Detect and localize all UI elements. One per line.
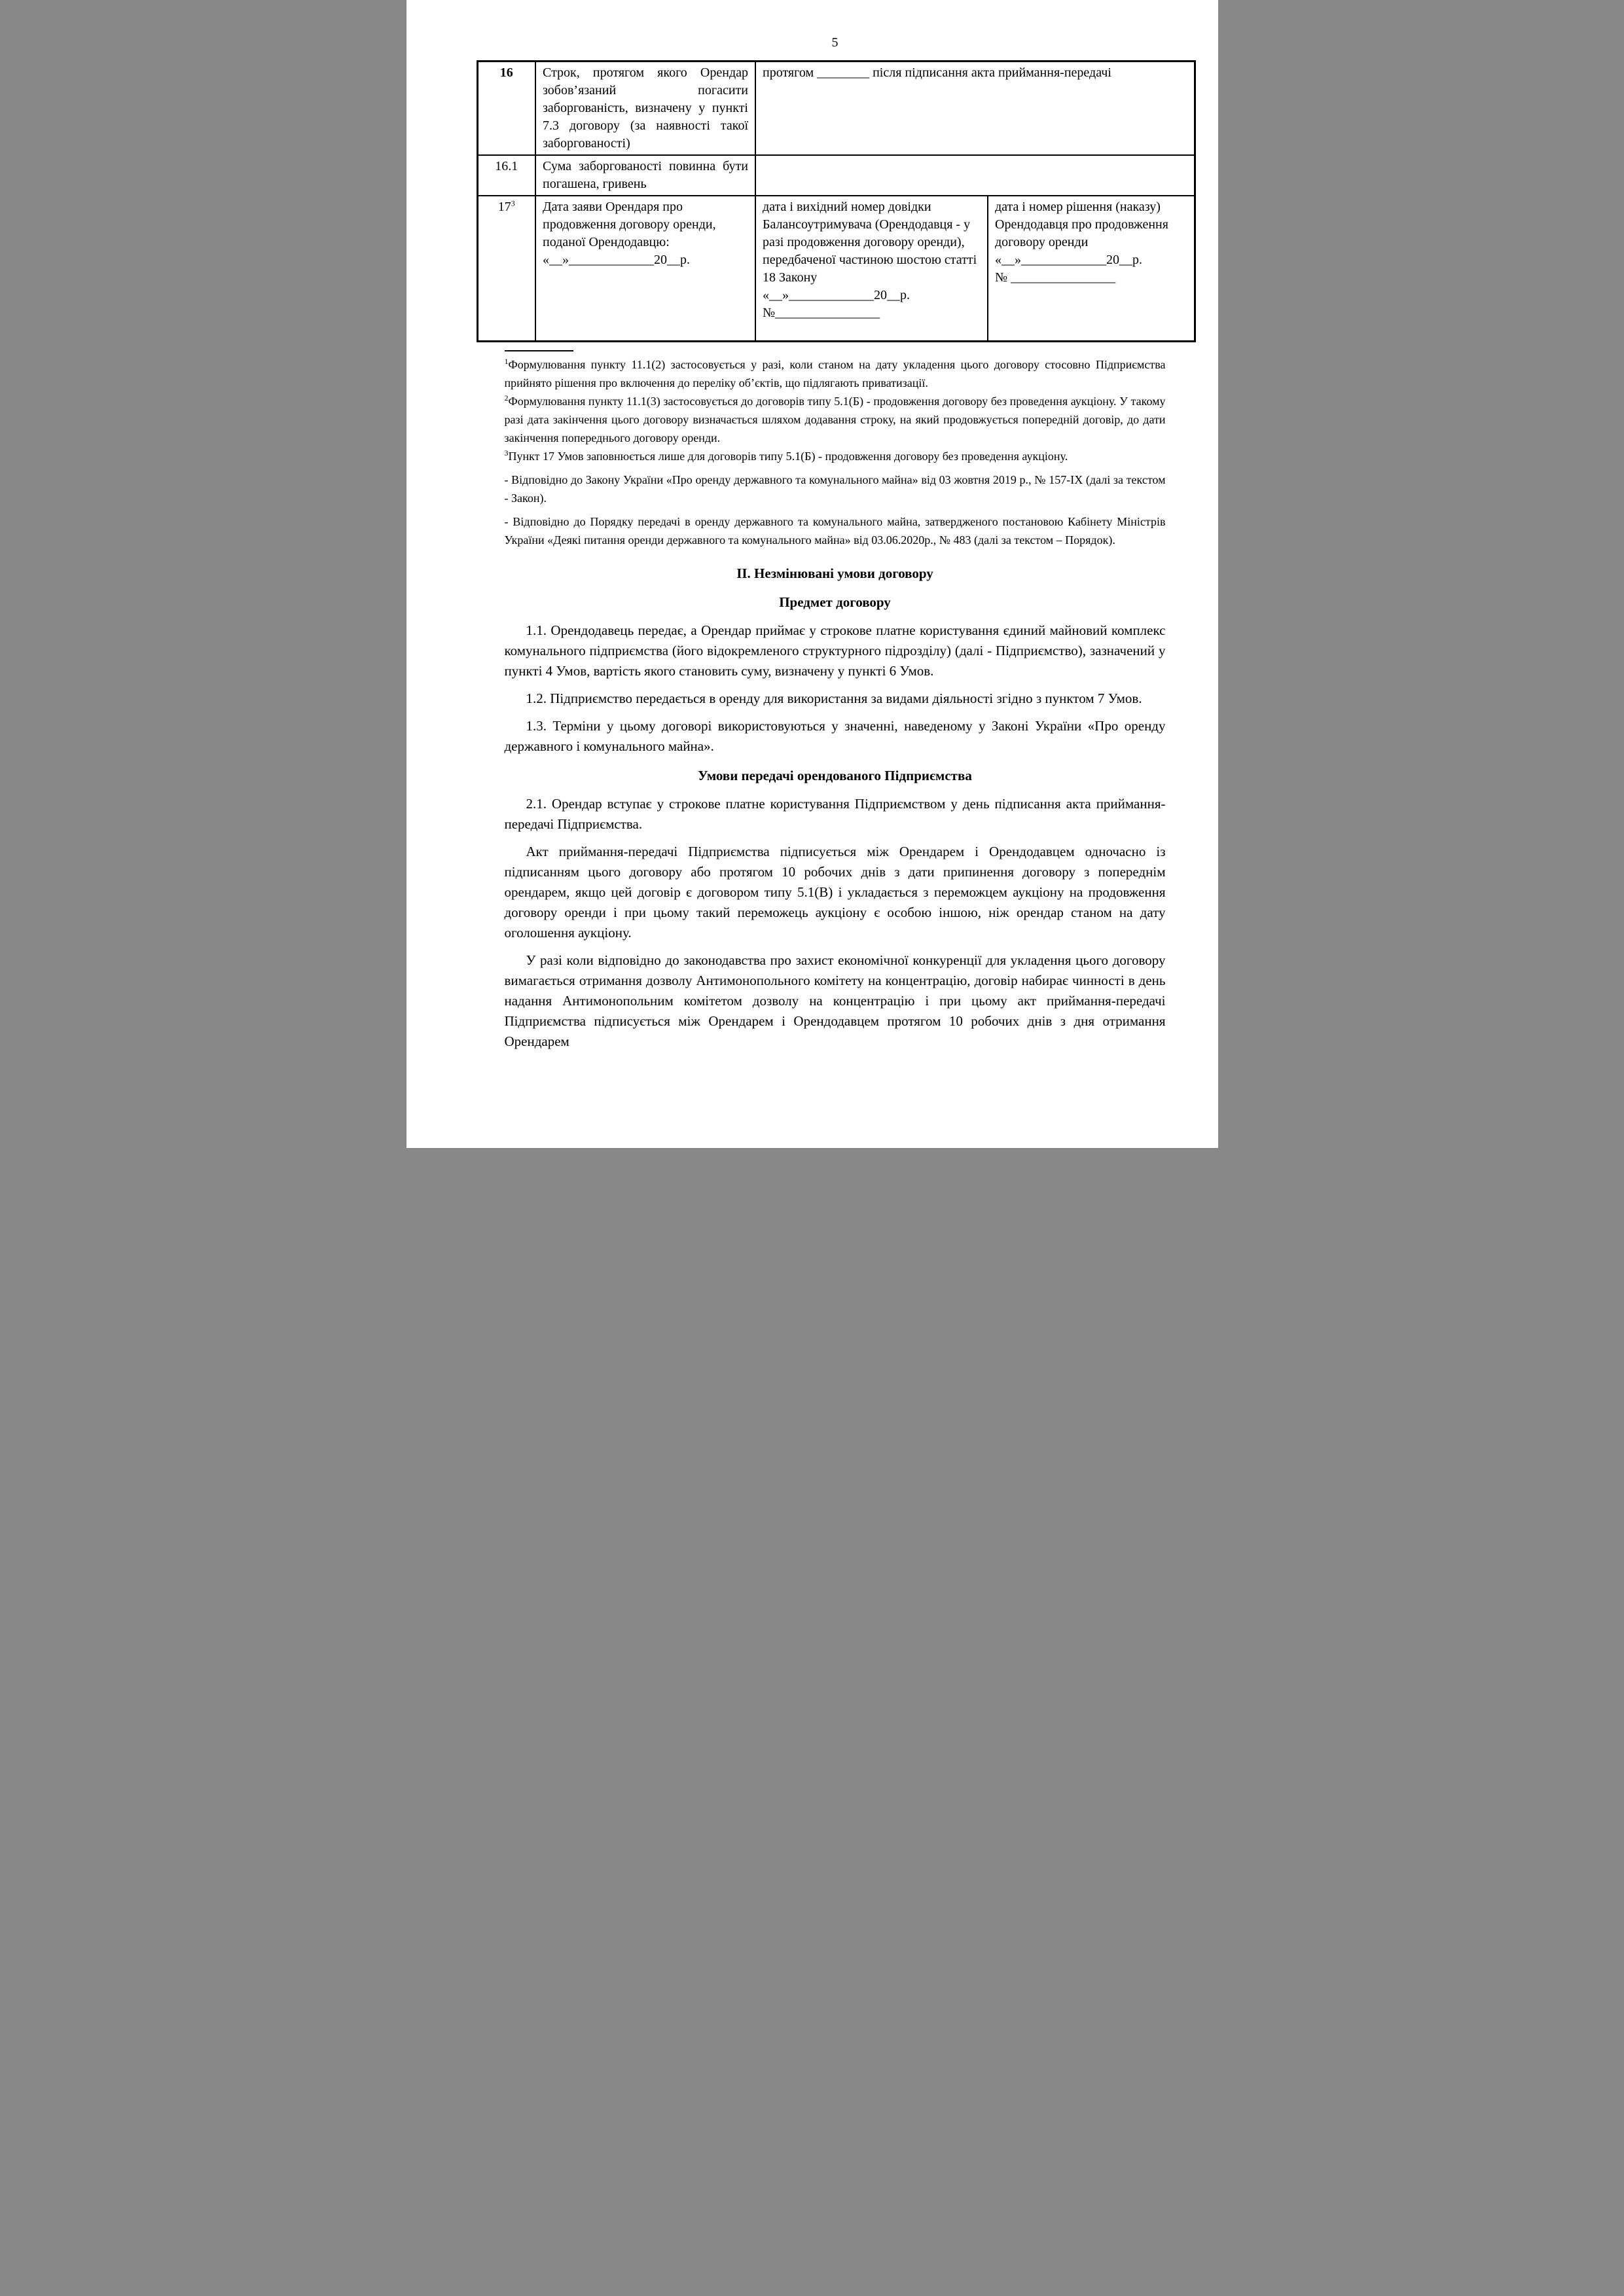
section-title-subject: Предмет договору — [779, 594, 891, 610]
footnote-2-text: Формулювання пункту 11.1(3) застосовується до договорів типу 5.1(Б) - продовження договору без проведення аукціону. У такому разі дата закінчення цього договору визначається шляхом додавання строку, на який продовжується попередній договір, до дати закінчення попереднього договору оренди. — [504, 394, 1166, 444]
paragraph-transfer-act: Акт приймання-передачі Підприємства підписується між Орендарем і Орендодавцем одночасно із підписанням цього договору або протягом 10 робочих днів з дати припинення договору з попереднім орендарем, якщо цей договір є договором типу 5.1(В) і укладається з переможцем аукціону на продовження договору оренди і при цьому такий переможець аукціону є особою іншою, ніж орендар станом на дату оголошення аукціону. — [504, 843, 1166, 941]
section-title-part2: ІІ. Незмінювані умови договору — [736, 565, 933, 581]
row16-label: Строк, протягом якого Орендар зобов’язаний погасити заборгованість, визначену у пункті 7.3 договору (за наявності такої заборгованості) — [535, 62, 755, 156]
row17-label: Дата заяви Орендаря про продовження договору оренди, поданої Орендодавцю: — [543, 200, 716, 249]
paragraph-2-1: 2.1. Орендар вступає у строкове платне користування Підприємством у день підписання акта приймання-передачі Підприємства. — [504, 795, 1166, 832]
reference-note-order: - Відповідно до Порядку передачі в оренду державного та комунального майна, затвердженого постановою Кабінету Міністрів України «Деякі питання оренди державного та комунального майна» від 03.06.2020р., № 483 (далі за текстом – Порядок). — [504, 514, 1166, 547]
section-title-transfer: Умови передачі орендованого Підприємства — [698, 767, 972, 783]
footnote-3-marker: 3 — [504, 448, 509, 457]
row17-col3-number-blank: №________________ — [763, 306, 880, 320]
footnote-3-text: Пункт 17 Умов заповнюється лише для договорів типу 5.1(Б) - продовження договору без проведення аукціону. — [508, 449, 1068, 463]
row17-date-blank: «__»_____________20__р. — [543, 253, 690, 267]
row16-1-label: Сума заборгованості повинна бути погашена, гривень — [535, 155, 755, 196]
row17-number — [477, 196, 535, 341]
row17-label-cell — [535, 196, 755, 341]
row17-col3-date-blank: «__»_____________20__р. — [763, 288, 910, 302]
paragraph-1-3: 1.3. Терміни у цьому договорі використовуються у значенні, наведеному у Законі України «Про оренду державного і комунального майна». — [504, 717, 1166, 754]
document-page — [406, 0, 1218, 1148]
row17-footnote-marker: 3 — [511, 198, 515, 208]
row17-col4-number-blank: № ________________ — [995, 270, 1116, 285]
row16-1-value — [755, 155, 1195, 196]
footnote-1-marker: 1 — [504, 356, 509, 366]
footnote-2 — [505, 392, 1166, 447]
page-number: 5 — [831, 35, 839, 50]
table-row-16 — [477, 62, 1195, 156]
row17-lessor-decision-cell — [988, 196, 1195, 341]
footnote-1-text: Формулювання пункту 11.1(2) застосовується у разі, коли станом на дату укладення цього договору стосовно Підприємства прийнято рішення про включення до переліку об’єктів, що підлягають приватизації. — [504, 357, 1166, 389]
footnote-separator — [505, 350, 573, 351]
row16-value: протягом ________ після підписання акта приймання-передачі — [755, 62, 1195, 156]
row17-number-text: 17 — [497, 200, 511, 214]
footnote-3 — [505, 447, 1166, 465]
row17-col4-text: дата і номер рішення (наказу) Орендодавця про продовження договору оренди — [995, 200, 1168, 249]
reference-note-law: - Відповідно до Закону України «Про оренду державного та комунального майна» від 03 жовтня 2019 р., № 157-ІХ (далі за текстом - Закон). — [504, 473, 1166, 505]
row17-balance-holder-cell — [755, 196, 988, 341]
paragraph-antimonopoly: У разі коли відповідно до законодавства про захист економічної конкуренції для укладення цього договору вимагається отримання дозволу Антимонопольного комітету на концентрацію, договір набирає чинності в день надання Антимонопольним комітетом дозволу на концентрацію і при цьому акт приймання-передачі Підприємства підписується між Орендарем і Орендодавцем протягом 10 робочих днів з дня отримання Орендарем — [504, 952, 1166, 1049]
table-row-17 — [477, 196, 1195, 341]
footnote-1 — [505, 355, 1166, 392]
row16-number: 16 — [477, 62, 535, 156]
row17-col3-text: дата і вихідний номер довідки Балансоутримувача (Орендодавця - у разі продовження договору оренди), передбаченої частиною шостою статті 18 Закону — [763, 200, 977, 285]
changeable-conditions-table — [477, 60, 1196, 342]
paragraph-1-1: 1.1. Орендодавець передає, а Орендар приймає у строкове платне користування єдиний майновий комплекс комунального підприємства (його відокремленого структурного підрозділу) (далі - Підприємство), зазначений у пункті 4 Умов, вартість якого становить суму, визначену у пункті 6 Умов. — [504, 622, 1166, 679]
row16-1-number: 16.1 — [477, 155, 535, 196]
paragraph-1-2: 1.2. Підприємство передається в оренду для використання за видами діяльності згідно з пунктом 7 Умов. — [526, 690, 1142, 706]
row17-col4-date-blank: «__»_____________20__р. — [995, 253, 1142, 267]
table-row-16-1 — [477, 155, 1195, 196]
footnote-2-marker: 2 — [504, 393, 509, 403]
